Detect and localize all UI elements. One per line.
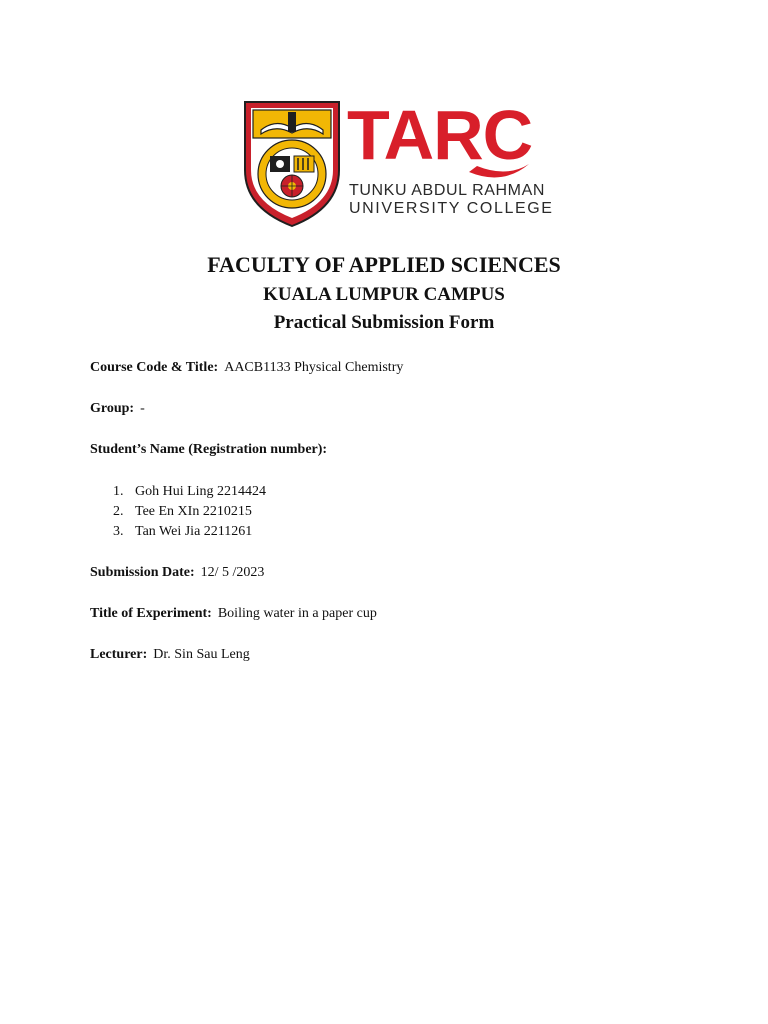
tarc-logo: [243, 96, 554, 230]
student-name: Tee En XIn 2210215: [135, 504, 252, 519]
students-label: Student’s Name (Registration number):: [90, 442, 328, 457]
student-list: [113, 482, 266, 542]
lecturer-value: Dr. Sin Sau Leng: [153, 647, 250, 662]
group-value: -: [140, 401, 145, 416]
list-item: [113, 502, 266, 522]
experiment-label: Title of Experiment:: [90, 606, 212, 621]
list-item: [113, 482, 266, 502]
experiment-value: Boiling water in a paper cup: [217, 606, 377, 621]
list-number: 2.: [113, 504, 124, 519]
students-field: [90, 441, 327, 459]
submission-date-field: [90, 564, 264, 582]
list-number: 1.: [113, 484, 124, 499]
experiment-field: [90, 605, 377, 623]
faculty-heading: FACULTY OF APPLIED SCIENCES: [207, 252, 561, 277]
lecturer-field: [90, 646, 250, 664]
list-item: [113, 522, 266, 542]
lecturer-label: Lecturer:: [90, 647, 148, 662]
brand-wordmark: TARC: [347, 96, 533, 174]
university-crest-icon: [243, 100, 341, 228]
form-title: Practical Submission Form: [273, 312, 495, 333]
course-label: Course Code & Title:: [90, 360, 219, 375]
brand-subtitle-line-1: TUNKU ABDUL RAHMAN: [349, 182, 546, 199]
submission-date-value: 12/ 5 /2023: [200, 565, 265, 580]
brand-swoosh-icon: [463, 112, 533, 184]
course-field: [90, 359, 403, 377]
group-field: [90, 400, 145, 418]
course-value: AACB1133 Physical Chemistry: [224, 360, 404, 375]
submission-date-label: Submission Date:: [90, 565, 195, 580]
list-number: 3.: [113, 524, 124, 539]
group-label: Group:: [90, 401, 135, 416]
student-name: Tan Wei Jia 2211261: [135, 524, 253, 539]
student-name: Goh Hui Ling 2214424: [135, 484, 267, 499]
brand-subtitle-line-2: UNIVERSITY COLLEGE: [349, 200, 554, 217]
campus-heading: KUALA LUMPUR CAMPUS: [263, 284, 505, 305]
